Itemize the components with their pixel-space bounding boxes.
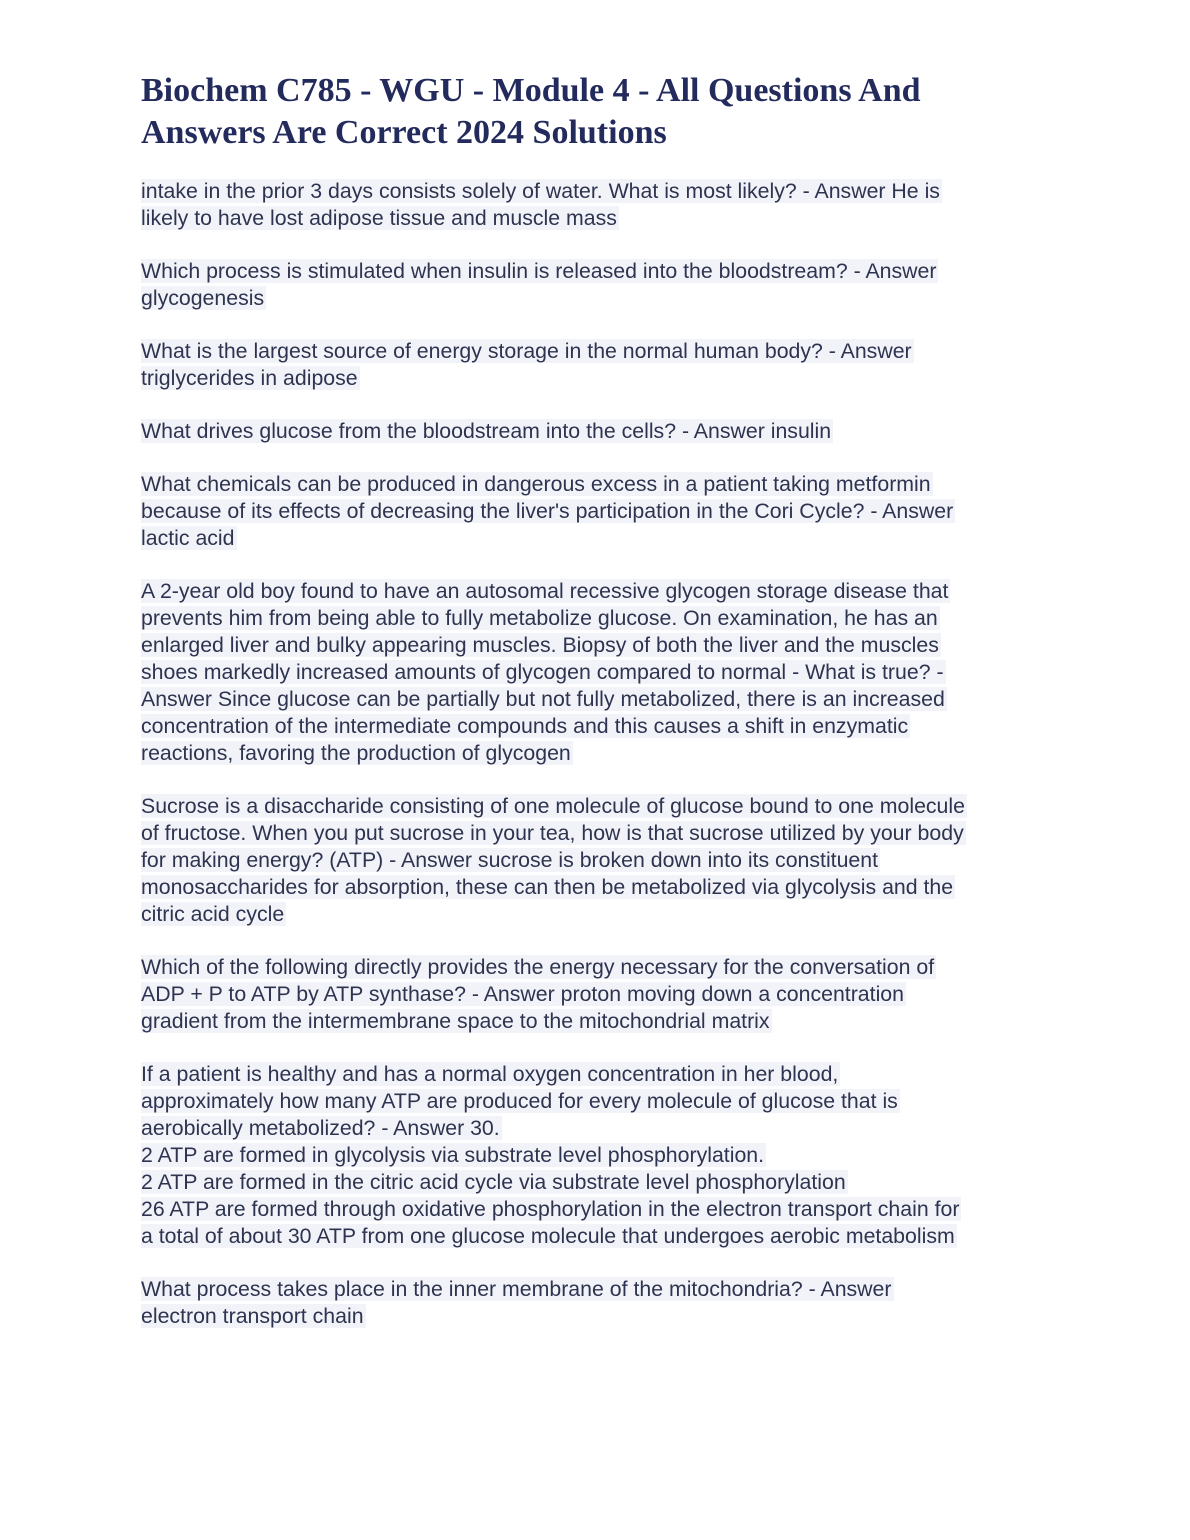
text-line: 2 ATP are formed in the citric acid cycle via substrate level phosphorylation <box>141 1170 846 1194</box>
text-line: prevents him from being able to fully metabolize glucose. On examination, he has an <box>141 606 938 630</box>
qa-paragraph <box>141 471 1061 552</box>
document-body <box>141 178 1061 1356</box>
qa-paragraph <box>141 258 1061 312</box>
text-line: gradient from the intermembrane space to the mitochondrial matrix <box>141 1009 770 1033</box>
text-line: Answer Since glucose can be partially but not fully metabolized, there is an increased <box>141 687 945 711</box>
text-line: for making energy? (ATP) - Answer sucrose is broken down into its constituent <box>141 848 879 872</box>
text-line: 2 ATP are formed in glycolysis via substrate level phosphorylation. <box>141 1143 765 1167</box>
text-line: A 2-year old boy found to have an autosomal recessive glycogen storage disease that <box>141 579 949 603</box>
qa-paragraph <box>141 954 1061 1035</box>
document-title <box>141 70 1061 154</box>
text-line: Which of the following directly provides the energy necessary for the conversation of <box>141 955 935 979</box>
text-line: aerobically metabolized? - Answer 30. <box>141 1116 500 1140</box>
qa-paragraph <box>141 1061 1061 1250</box>
text-line: shoes markedly increased amounts of glycogen compared to normal - What is true? - <box>141 660 944 684</box>
text-line: citric acid cycle <box>141 902 285 926</box>
text-line: enlarged liver and bulky appearing muscles. Biopsy of both the liver and the muscles <box>141 633 939 657</box>
text-line: Which process is stimulated when insulin is released into the bloodstream? - Answer <box>141 259 937 283</box>
qa-paragraph <box>141 578 1061 767</box>
text-line: What process takes place in the inner membrane of the mitochondria? - Answer <box>141 1277 892 1301</box>
text-line: triglycerides in adipose <box>141 366 358 390</box>
qa-paragraph <box>141 178 1061 232</box>
text-line: What chemicals can be produced in dangerous excess in a patient taking metformin <box>141 472 931 496</box>
text-line: If a patient is healthy and has a normal oxygen concentration in her blood, <box>141 1062 839 1086</box>
text-line: concentration of the intermediate compounds and this causes a shift in enzymatic <box>141 714 909 738</box>
text-line: ADP + P to ATP by ATP synthase? - Answer proton moving down a concentration <box>141 982 904 1006</box>
text-line: electron transport chain <box>141 1304 364 1328</box>
text-line: approximately how many ATP are produced for every molecule of glucose that is <box>141 1089 898 1113</box>
text-line: 26 ATP are formed through oxidative phosphorylation in the electron transport chain for <box>141 1197 960 1221</box>
text-line: Sucrose is a disaccharide consisting of one molecule of glucose bound to one molecule <box>141 794 965 818</box>
text-line: reactions, favoring the production of glycogen <box>141 741 571 765</box>
text-line: likely to have lost adipose tissue and muscle mass <box>141 206 617 230</box>
text-line: glycogenesis <box>141 286 265 310</box>
qa-paragraph <box>141 1276 1061 1330</box>
text-line: a total of about 30 ATP from one glucose molecule that undergoes aerobic metabolism <box>141 1224 955 1248</box>
qa-paragraph <box>141 338 1061 392</box>
title-line: Answers Are Correct 2024 Solutions <box>141 114 667 151</box>
text-line: because of its effects of decreasing the liver's participation in the Cori Cycle? - Answer <box>141 499 954 523</box>
text-line: monosaccharides for absorption, these can then be metabolized via glycolysis and the <box>141 875 954 899</box>
title-line: Biochem C785 - WGU - Module 4 - All Questions And <box>141 72 921 109</box>
text-line: What drives glucose from the bloodstream into the cells? - Answer insulin <box>141 419 832 443</box>
qa-paragraph <box>141 793 1061 928</box>
qa-paragraph <box>141 418 1061 445</box>
text-line: What is the largest source of energy storage in the normal human body? - Answer <box>141 339 912 363</box>
text-line: of fructose. When you put sucrose in your tea, how is that sucrose utilized by your body <box>141 821 964 845</box>
text-line: intake in the prior 3 days consists solely of water. What is most likely? - Answer He is <box>141 179 940 203</box>
text-line: lactic acid <box>141 526 235 550</box>
